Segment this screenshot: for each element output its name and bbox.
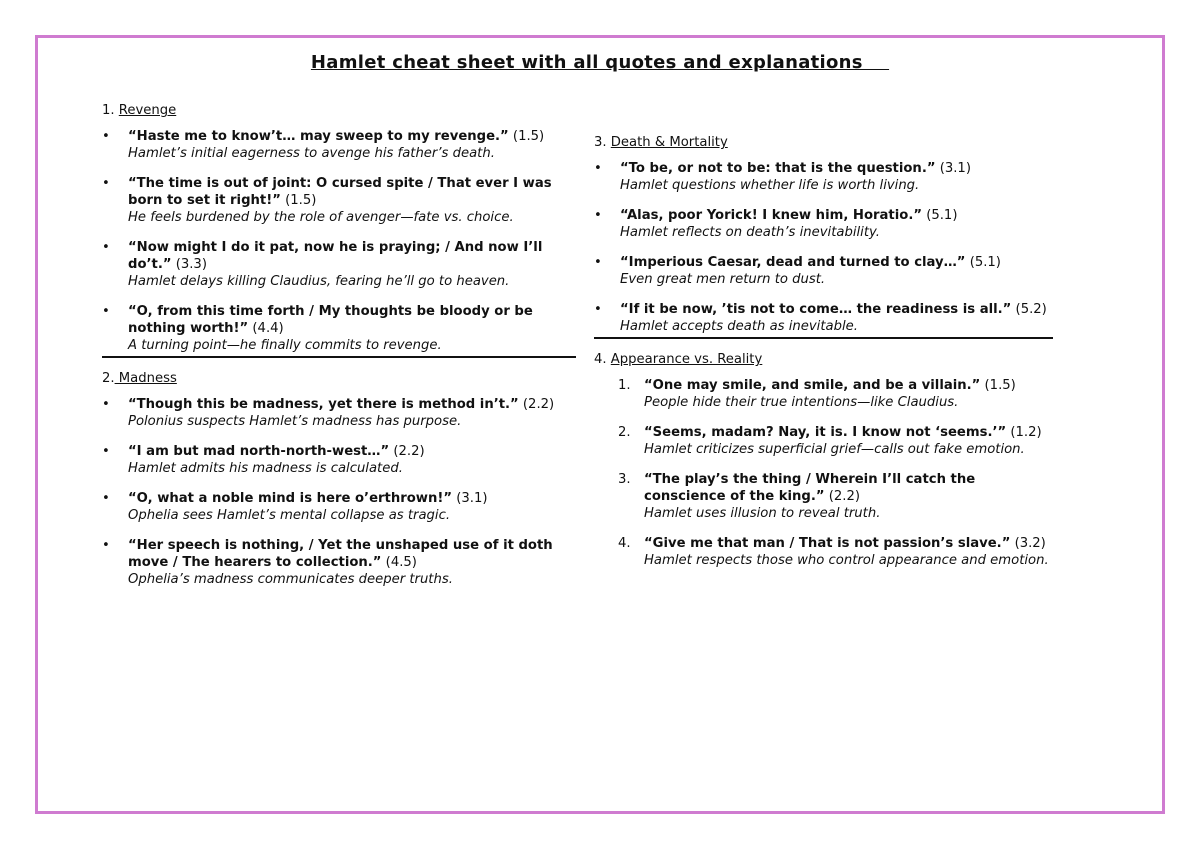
list-item	[594, 535, 1054, 569]
revenge-quote-list	[102, 128, 576, 354]
list-number: 1.	[618, 378, 631, 393]
quote-reference: (5.1)	[969, 255, 1001, 270]
quote-reference: (3.1)	[456, 491, 488, 506]
list-item	[102, 128, 576, 162]
quote-reference: (2.2)	[522, 397, 555, 412]
bullet-icon: •	[594, 302, 602, 317]
quote-explanation: Hamlet criticizes superficial grief—calls out fake emotion.	[644, 442, 1025, 457]
quote-reference: (3.1)	[939, 161, 971, 176]
quote-explanation: Hamlet delays killing Claudius, fearing he’ll go to heaven.	[128, 274, 510, 289]
quote-text: “Her speech is nothing, / Yet the unshaped use of it doth move / The hearers to collection.”	[128, 538, 553, 570]
quote-reference: (2.2)	[393, 444, 425, 459]
bullet-icon: •	[102, 444, 110, 459]
madness-quote-list	[102, 396, 576, 588]
list-item	[102, 537, 576, 588]
quote-reference: (1.5)	[512, 129, 545, 144]
section-heading-madness: 2. Madness	[102, 371, 177, 386]
section-heading-revenge: 1. Revenge	[102, 103, 177, 118]
list-item	[594, 301, 1054, 335]
list-item	[102, 490, 576, 524]
quote-reference: (5.1)	[926, 208, 958, 223]
bullet-icon: •	[102, 538, 110, 553]
quote-reference: (3.2)	[1014, 536, 1046, 551]
section-heading-death: 3. Death & Mortality	[594, 135, 728, 150]
quote-text: “Imperious Caesar, dead and turned to clay…”	[620, 255, 966, 270]
bullet-icon: •	[594, 161, 602, 176]
appearance-quote-list	[594, 377, 1054, 569]
quote-text: “O, what a noble mind is here o’erthrown!”	[128, 491, 453, 506]
bullet-icon: •	[102, 240, 110, 255]
bullet-icon: •	[594, 208, 602, 223]
quote-text: “To be, or not to be: that is the question.”	[620, 161, 936, 176]
list-item	[594, 160, 1054, 194]
list-number: 2.	[618, 425, 631, 440]
bullet-icon: •	[102, 304, 110, 319]
quote-explanation: Hamlet respects those who control appearance and emotion.	[644, 553, 1049, 568]
section-divider	[594, 337, 1053, 339]
quote-text: “O, from this time forth / My thoughts be bloody or be nothing worth!”	[128, 304, 533, 336]
death-quote-list	[594, 160, 1054, 335]
quote-explanation: Even great men return to dust.	[620, 272, 826, 287]
quote-text: “I am but mad north-north-west…”	[128, 444, 390, 459]
list-item	[594, 207, 1054, 241]
quote-explanation: Hamlet uses illusion to reveal truth.	[644, 506, 881, 521]
quote-text: “The play’s the thing / Wherein I’ll catch the conscience of the king.”	[644, 472, 976, 504]
list-item	[102, 443, 576, 477]
quote-text: “One may smile, and smile, and be a villain.”	[644, 378, 981, 393]
list-item	[594, 254, 1054, 288]
quote-explanation: A turning point—he finally commits to revenge.	[128, 338, 442, 353]
quote-explanation: Hamlet accepts death as inevitable.	[620, 319, 858, 334]
quote-text: “Though this be madness, yet there is method in’t.”	[128, 397, 519, 412]
quote-reference: (1.5)	[285, 193, 317, 208]
list-item	[594, 424, 1054, 458]
list-item	[102, 396, 576, 430]
document-title: Hamlet cheat sheet with all quotes and explanations	[310, 52, 890, 73]
quote-explanation: Hamlet’s initial eagerness to avenge his father’s death.	[128, 146, 495, 161]
list-number: 3.	[618, 472, 631, 487]
quote-explanation: He feels burdened by the role of avenger—fate vs. choice.	[128, 210, 514, 225]
quote-explanation: Hamlet reflects on death’s inevitability.	[620, 225, 880, 240]
list-item	[102, 303, 576, 354]
quote-reference: (1.2)	[1010, 425, 1042, 440]
quote-text: “Now might I do it pat, now he is praying; / And now I’ll do’t.”	[128, 240, 543, 272]
quote-text: “Seems, madam? Nay, it is. I know not ‘seems.’”	[644, 425, 1007, 440]
quote-text: “The time is out of joint: O cursed spite / That ever I was born to set it right!”	[128, 176, 552, 208]
section-divider	[102, 356, 576, 358]
bullet-icon: •	[102, 491, 110, 506]
list-item	[102, 239, 576, 290]
quote-explanation: Ophelia sees Hamlet’s mental collapse as tragic.	[128, 508, 451, 523]
section-heading-appearance: 4. Appearance vs. Reality	[594, 352, 763, 367]
left-column	[102, 102, 576, 601]
bullet-icon: •	[102, 129, 110, 144]
quote-reference: (3.3)	[175, 257, 207, 272]
quote-explanation: Polonius suspects Hamlet’s madness has purpose.	[128, 414, 462, 429]
quote-explanation: Hamlet questions whether life is worth living.	[620, 178, 920, 193]
list-item	[594, 471, 1054, 522]
quote-explanation: Ophelia’s madness communicates deeper truths.	[128, 572, 453, 587]
quote-explanation: Hamlet admits his madness is calculated.	[128, 461, 403, 476]
list-item	[594, 377, 1054, 411]
quote-reference: (4.4)	[252, 321, 284, 336]
bullet-icon: •	[102, 397, 110, 412]
quote-reference: (1.5)	[984, 378, 1016, 393]
quote-text: “Give me that man / That is not passion’s slave.”	[644, 536, 1011, 551]
bullet-icon: •	[594, 255, 602, 270]
quote-text: “Alas, poor Yorick! I knew him, Horatio.”	[620, 208, 922, 223]
quote-text: “If it be now, ’tis not to come… the readiness is all.”	[620, 302, 1012, 317]
bullet-icon: •	[102, 176, 110, 191]
quote-reference: (2.2)	[828, 489, 861, 504]
quote-explanation: People hide their true intentions—like Claudius.	[644, 395, 959, 410]
quote-text: “Haste me to know’t… may sweep to my revenge.”	[128, 129, 509, 144]
quote-reference: (5.2)	[1015, 302, 1047, 317]
quote-reference: (4.5)	[385, 555, 417, 570]
list-item	[102, 175, 576, 226]
list-number: 4.	[618, 536, 631, 551]
right-column	[594, 134, 1054, 582]
